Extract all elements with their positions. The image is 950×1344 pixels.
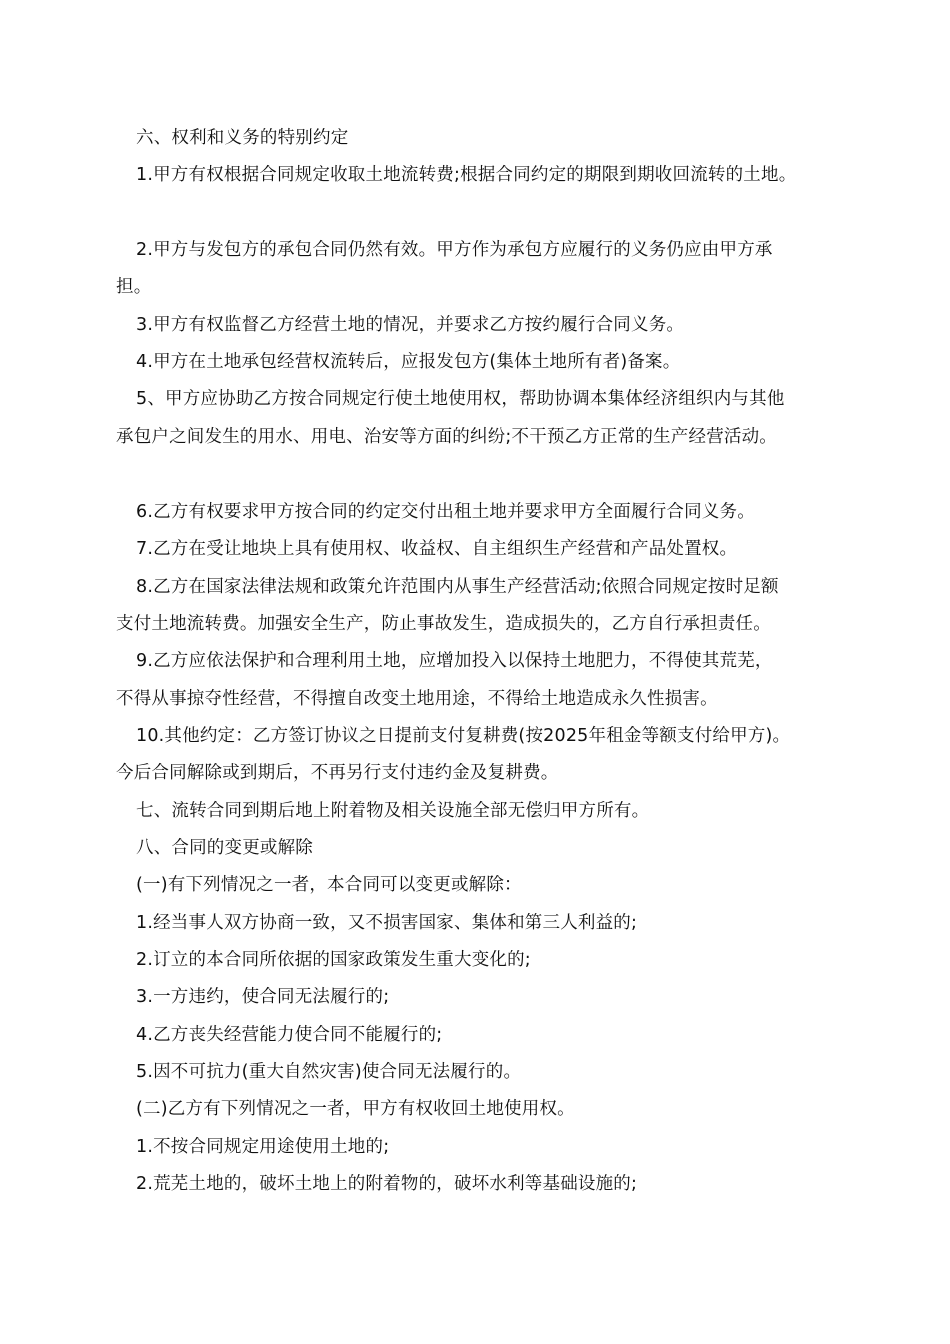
paragraph-line: 3.甲方有权监督乙方经营土地的情况，并要求乙方按约履行合同义务。 bbox=[136, 315, 685, 335]
section-heading-7: 七、流转合同到期后地上附着物及相关设施全部无偿归甲方所有。 bbox=[136, 801, 650, 821]
list-item: 1.经当事人双方协商一致，又不损害国家、集体和第三人利益的; bbox=[136, 913, 638, 933]
paragraph-line: 担。 bbox=[116, 277, 152, 297]
paragraph-line: 9.乙方应依法保护和合理利用土地，应增加投入以保持土地肥力，不得使其荒芜， bbox=[136, 651, 773, 671]
paragraph-line: 支付土地流转费。加强安全生产，防止事故发生，造成损失的，乙方自行承担责任。 bbox=[116, 614, 771, 634]
paragraph-line: 1.甲方有权根据合同规定收取土地流转费;根据合同约定的期限到期收回流转的土地。 bbox=[136, 165, 797, 185]
subsection-heading-2: (二)乙方有下列情况之一者，甲方有权收回土地使用权。 bbox=[136, 1099, 575, 1119]
paragraph-line: 今后合同解除或到期后，不再另行支付违约金及复耕费。 bbox=[116, 763, 559, 783]
section-heading-6: 六、权利和义务的特别约定 bbox=[136, 128, 349, 148]
list-item: 4.乙方丧失经营能力使合同不能履行的; bbox=[136, 1025, 443, 1045]
list-item: 1.不按合同规定用途使用土地的; bbox=[136, 1137, 390, 1157]
subsection-heading-1: (一)有下列情况之一者，本合同可以变更或解除： bbox=[136, 875, 522, 895]
paragraph-line: 5、甲方应协助乙方按合同规定行使土地使用权，帮助协调本集体经济组织内与其他 bbox=[136, 389, 785, 409]
paragraph-line: 6.乙方有权要求甲方按合同的约定交付出租土地并要求甲方全面履行合同义务。 bbox=[136, 502, 755, 522]
paragraph-line: 7.乙方在受让地块上具有使用权、收益权、自主组织生产经营和产品处置权。 bbox=[136, 539, 738, 559]
paragraph-line: 2.甲方与发包方的承包合同仍然有效。甲方作为承包方应履行的义务仍应由甲方承 bbox=[136, 240, 773, 260]
paragraph-line: 承包户之间发生的用水、用电、治安等方面的纠纷;不干预乙方正常的生产经营活动。 bbox=[116, 427, 777, 447]
paragraph-line: 8.乙方在国家法律法规和政策允许范围内从事生产经营活动;依照合同规定按时足额 bbox=[136, 577, 779, 597]
list-item: 2.订立的本合同所依据的国家政策发生重大变化的; bbox=[136, 950, 531, 970]
paragraph-line: 4.甲方在土地承包经营权流转后，应报发包方(集体土地所有者)备案。 bbox=[136, 352, 681, 372]
list-item: 3.一方违约，使合同无法履行的; bbox=[136, 987, 390, 1007]
paragraph-line: 不得从事掠夺性经营，不得擅自改变土地用途，不得给土地造成永久性损害。 bbox=[116, 689, 718, 709]
section-heading-8: 八、合同的变更或解除 bbox=[136, 838, 313, 858]
list-item: 5.因不可抗力(重大自然灾害)使合同无法履行的。 bbox=[136, 1062, 522, 1082]
paragraph-line: 10.其他约定：乙方签订协议之日提前支付复耕费(按2025年租金等额支付给甲方)。 bbox=[136, 726, 791, 746]
list-item: 2.荒芜土地的，破坏土地上的附着物的，破坏水利等基础设施的; bbox=[136, 1174, 638, 1194]
